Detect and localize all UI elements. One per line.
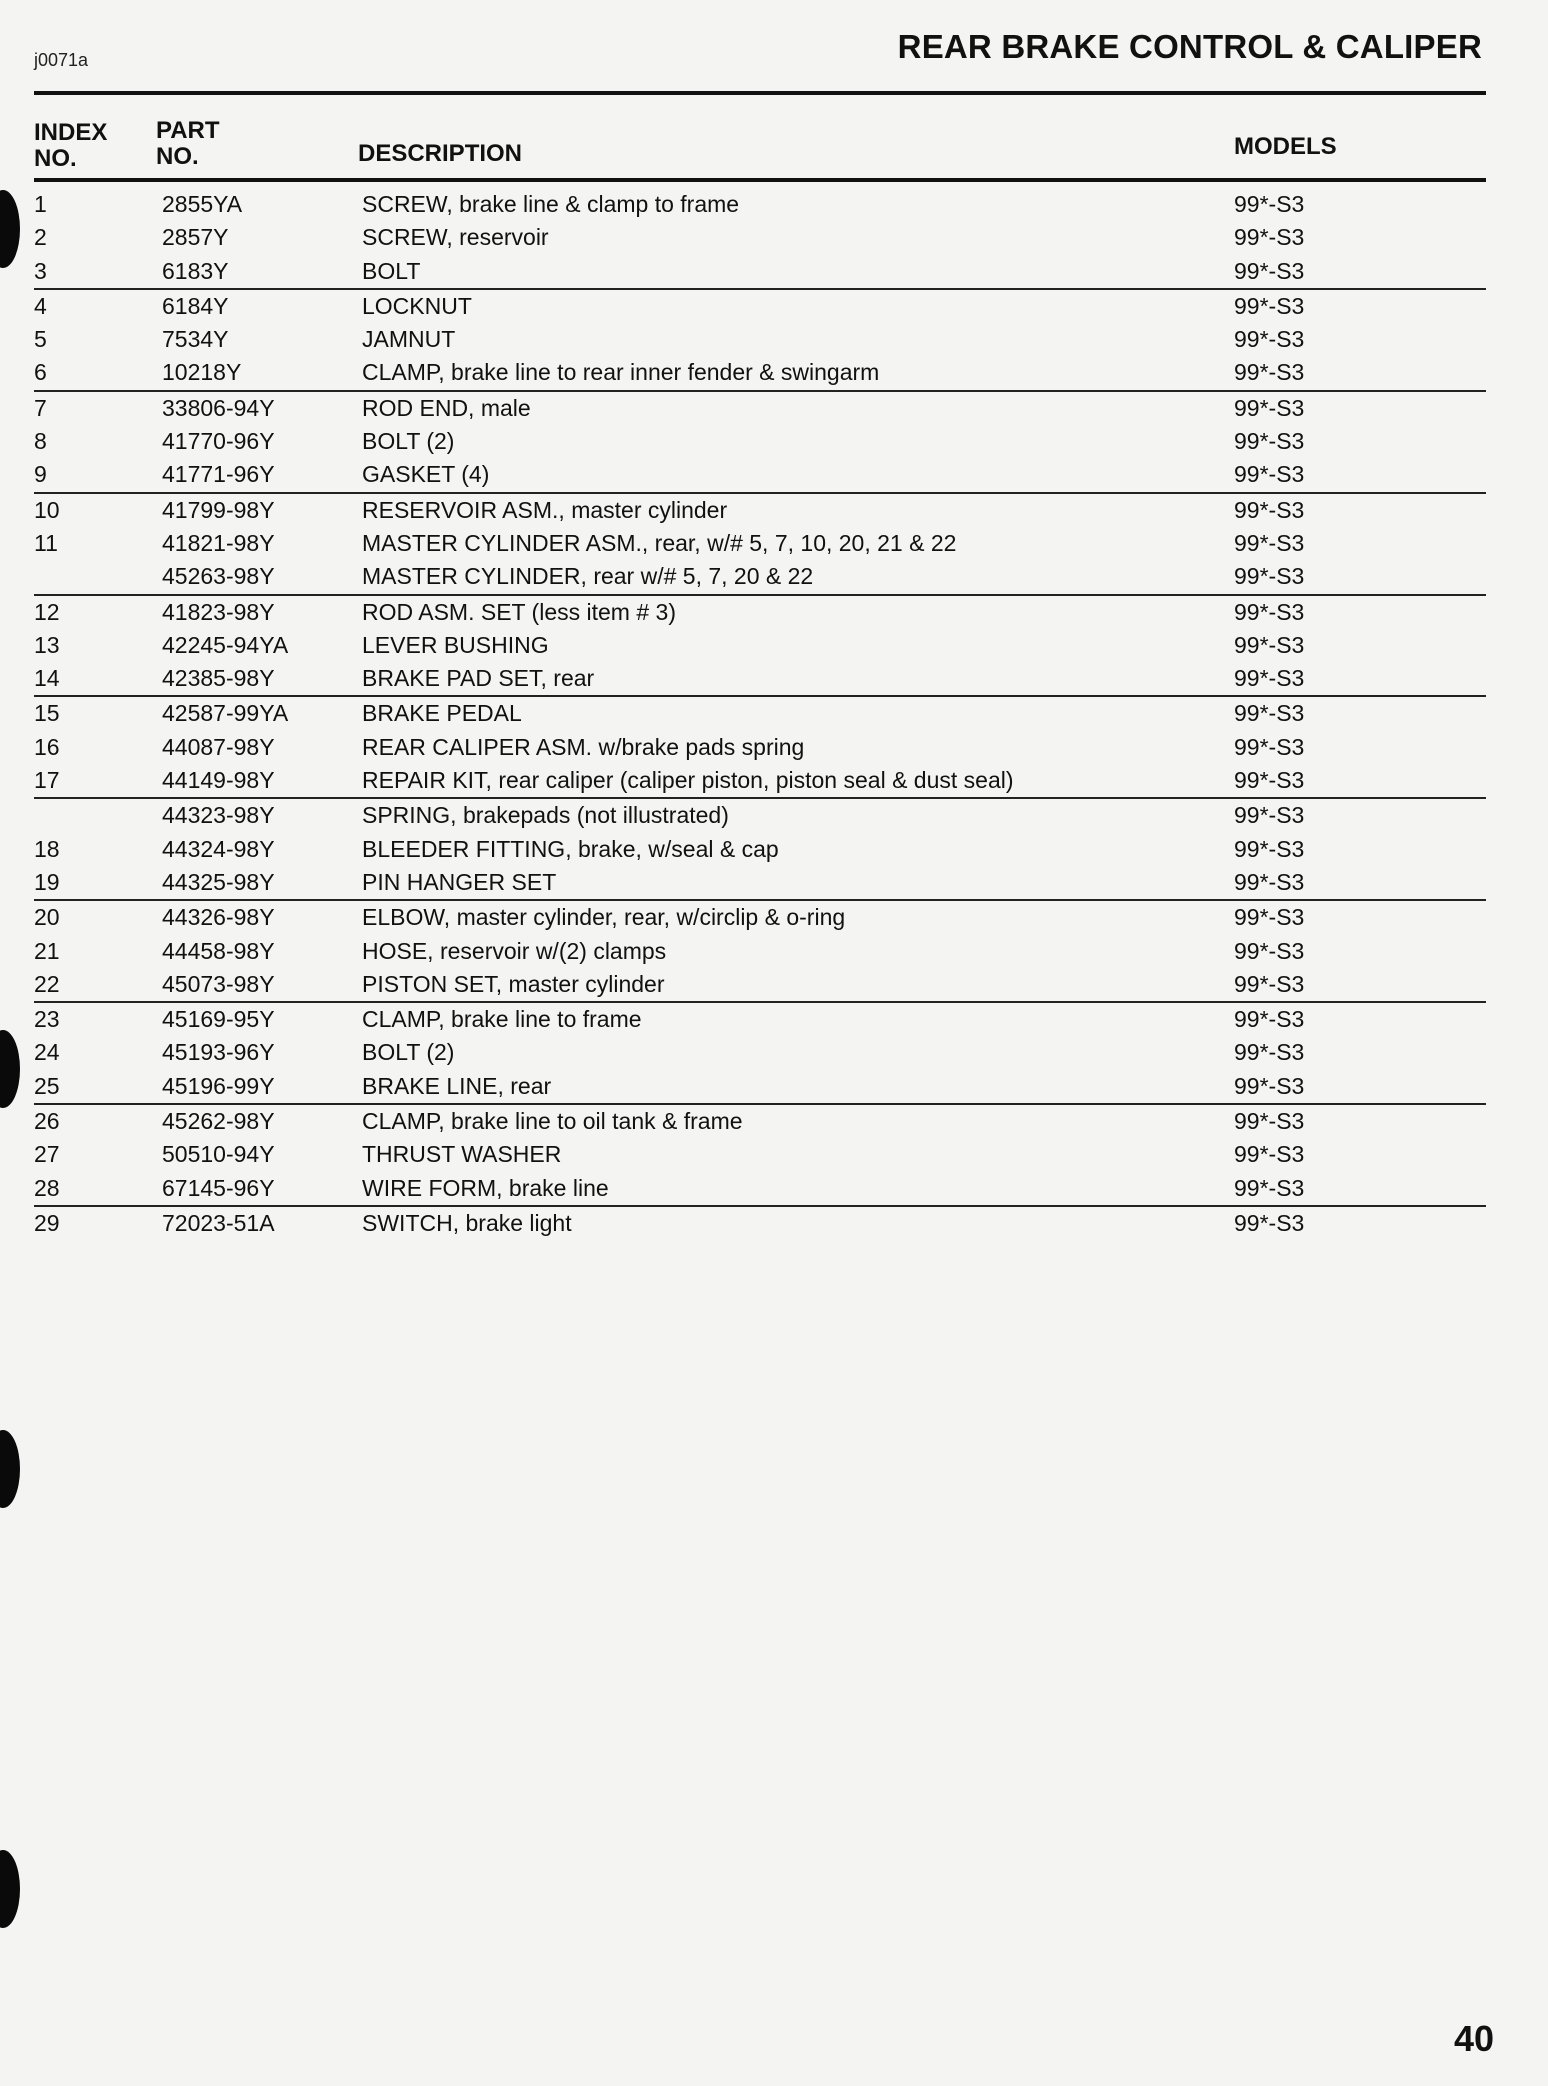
index-cell: 27 [34,1141,60,1168]
description-cell: THRUST WASHER [362,1141,562,1168]
description-cell: SCREW, reservoir [362,224,549,251]
table-row [34,731,1486,764]
description-cell: ROD END, male [362,394,531,421]
page-number: 40 [1453,2018,1494,2059]
table-row [34,425,1486,458]
part-number-cell: 44323-98Y [162,802,275,829]
index-cell: 17 [34,767,60,794]
part-number-cell: 2857Y [162,224,229,251]
part-number-cell: 44324-98Y [162,835,275,862]
models-cell: 99*-S3 [1234,257,1305,284]
parts-table [34,188,1486,1240]
part-number-cell: 41823-98Y [162,598,275,625]
table-row [34,695,1486,730]
part-number-cell: 41821-98Y [162,529,275,556]
part-number-cell: 41770-96Y [162,428,275,455]
part-number-cell: 44087-98Y [162,733,275,760]
index-cell: 14 [34,665,60,692]
models-cell: 99*-S3 [1234,496,1305,523]
index-cell: 4 [34,292,47,319]
table-row [34,560,1486,593]
description-cell: SCREW, brake line & clamp to frame [362,191,740,217]
index-cell: 25 [34,1072,60,1099]
description-cell: SWITCH, brake light [362,1209,572,1236]
table-row [34,288,1486,323]
models-cell: 99*-S3 [1234,868,1305,895]
models-cell: 99*-S3 [1234,700,1305,727]
description-cell: PISTON SET, master cylinder [362,970,665,997]
table-row [34,1036,1486,1069]
part-number-cell: 42587-99YA [162,700,289,727]
binder-hole [0,190,20,268]
index-cell: 20 [34,904,60,931]
index-cell: 24 [34,1039,60,1066]
description-cell: BRAKE LINE, rear [362,1072,552,1099]
description-cell: ROD ASM. SET (less item # 3) [362,598,676,625]
description-cell: JAMNUT [362,326,456,353]
description-cell: BRAKE PEDAL [362,700,522,727]
index-cell: 6 [34,359,47,386]
column-header-part [156,118,220,170]
table-row [34,255,1486,288]
table-row [34,1103,1486,1138]
part-number-cell: 2855YA [162,191,243,217]
index-cell: 19 [34,868,60,895]
table-row [34,1070,1486,1103]
description-cell: HOSE, reservoir w/(2) clamps [362,937,667,964]
description-cell: BOLT (2) [362,1039,455,1066]
models-cell: 99*-S3 [1234,937,1305,964]
table-row [34,1205,1486,1240]
column-header-part-text: PART NO. [156,117,220,170]
models-cell: 99*-S3 [1234,359,1305,386]
table-row [34,764,1486,797]
binder-hole [0,1850,20,1928]
table-row [34,1001,1486,1036]
table-row [34,323,1486,356]
table-row [34,797,1486,832]
binder-hole [0,1030,20,1108]
description-cell: RESERVOIR ASM., master cylinder [362,496,728,523]
table-row [34,629,1486,662]
part-number-cell: 6183Y [162,257,229,284]
table-row [34,1138,1486,1171]
table-row [34,866,1486,899]
part-number-cell: 45193-96Y [162,1039,275,1066]
description-cell: CLAMP, brake line to rear inner fender & swingarm [362,359,880,386]
part-number-cell: 67145-96Y [162,1174,275,1201]
table-row [34,356,1486,389]
part-number-cell: 45169-95Y [162,1006,275,1033]
description-cell: REAR CALIPER ASM. w/brake pads spring [362,733,805,760]
models-cell: 99*-S3 [1234,835,1305,862]
models-cell: 99*-S3 [1234,461,1305,488]
models-cell: 99*-S3 [1234,292,1305,319]
index-cell: 29 [34,1209,60,1236]
part-number-cell: 72023-51A [162,1209,275,1236]
index-cell: 15 [34,700,60,727]
description-cell: CLAMP, brake line to oil tank & frame [362,1108,743,1135]
models-cell: 99*-S3 [1234,767,1305,794]
models-cell: 99*-S3 [1234,326,1305,353]
part-number-cell: 10218Y [162,359,242,386]
table-row [34,458,1486,491]
models-cell: 99*-S3 [1234,1209,1305,1236]
models-cell: 99*-S3 [1234,1108,1305,1135]
part-number-cell: 42245-94YA [162,631,289,658]
table-row [34,492,1486,527]
index-cell: 9 [34,461,47,488]
part-number-cell: 45263-98Y [162,563,275,590]
table-row [34,221,1486,254]
table-row [34,899,1486,934]
table-row [34,968,1486,1001]
index-cell: 8 [34,428,47,455]
models-cell: 99*-S3 [1234,1039,1305,1066]
index-cell: 1 [34,191,47,217]
description-cell: ELBOW, master cylinder, rear, w/circlip & o-ring [362,904,846,931]
index-cell: 28 [34,1174,60,1201]
description-cell: BOLT [362,257,421,284]
models-cell: 99*-S3 [1234,733,1305,760]
index-cell: 26 [34,1108,60,1135]
description-cell: WIRE FORM, brake line [362,1174,609,1201]
description-cell: MASTER CYLINDER, rear w/# 5, 7, 20 & 22 [362,563,814,590]
index-cell: 13 [34,631,60,658]
table-row [34,935,1486,968]
index-cell: 16 [34,733,60,760]
index-cell: 22 [34,970,60,997]
index-cell: 10 [34,496,60,523]
column-header-index [34,120,107,172]
table-row [34,662,1486,695]
part-number-cell: 41771-96Y [162,461,275,488]
models-cell: 99*-S3 [1234,631,1305,658]
index-cell: 11 [34,529,58,556]
description-cell: REPAIR KIT, rear caliper (caliper piston, piston seal & dust seal) [362,767,1014,794]
index-cell: 2 [34,224,47,251]
description-cell: BOLT (2) [362,428,455,455]
page-title: REAR BRAKE CONTROL & CALIPER [897,28,1482,65]
description-cell: LEVER BUSHING [362,631,549,658]
header-rule [34,178,1486,182]
description-cell: PIN HANGER SET [362,868,557,895]
table-row [34,527,1486,560]
index-cell: 7 [34,394,47,421]
title-rule [34,91,1486,95]
description-cell: BRAKE PAD SET, rear [362,665,595,692]
models-cell: 99*-S3 [1234,394,1305,421]
part-number-cell: 44458-98Y [162,937,275,964]
models-cell: 99*-S3 [1234,224,1305,251]
document-code: j0071a [34,50,89,70]
description-cell: SPRING, brakepads (not illustrated) [362,802,729,829]
models-cell: 99*-S3 [1234,970,1305,997]
index-cell: 5 [34,326,47,353]
table-row [34,594,1486,629]
models-cell: 99*-S3 [1234,529,1305,556]
index-cell: 12 [34,598,60,625]
table-row [34,188,1486,221]
models-cell: 99*-S3 [1234,191,1305,217]
table-row [34,833,1486,866]
part-number-cell: 41799-98Y [162,496,275,523]
table-row [34,390,1486,425]
models-cell: 99*-S3 [1234,1141,1305,1168]
models-cell: 99*-S3 [1234,1174,1305,1201]
index-cell: 18 [34,835,60,862]
models-cell: 99*-S3 [1234,563,1305,590]
models-cell: 99*-S3 [1234,428,1305,455]
index-cell: 3 [34,257,47,284]
part-number-cell: 42385-98Y [162,665,275,692]
models-cell: 99*-S3 [1234,1072,1305,1099]
description-cell: BLEEDER FITTING, brake, w/seal & cap [362,835,779,862]
part-number-cell: 44149-98Y [162,767,275,794]
part-number-cell: 45073-98Y [162,970,275,997]
table-row [34,1172,1486,1205]
binder-hole [0,1430,20,1508]
description-cell: MASTER CYLINDER ASM., rear, w/# 5, 7, 10, 20, 21 & 22 [362,529,957,556]
models-cell: 99*-S3 [1234,665,1305,692]
description-cell: CLAMP, brake line to frame [362,1006,642,1033]
description-cell: LOCKNUT [362,292,472,319]
models-cell: 99*-S3 [1234,598,1305,625]
models-cell: 99*-S3 [1234,904,1305,931]
models-cell: 99*-S3 [1234,1006,1305,1033]
part-number-cell: 44326-98Y [162,904,275,931]
description-cell: GASKET (4) [362,461,490,488]
part-number-cell: 50510-94Y [162,1141,275,1168]
part-number-cell: 45196-99Y [162,1072,275,1099]
part-number-cell: 45262-98Y [162,1108,275,1135]
index-cell: 21 [34,937,60,964]
models-cell: 99*-S3 [1234,802,1305,829]
part-number-cell: 33806-94Y [162,394,275,421]
part-number-cell: 7534Y [162,326,229,353]
part-number-cell: 6184Y [162,292,229,319]
index-cell: 23 [34,1006,60,1033]
part-number-cell: 44325-98Y [162,868,275,895]
column-header-models: MODELS [1234,133,1337,160]
column-header-description: DESCRIPTION [358,140,523,167]
column-header-index-text: INDEX NO. [34,119,108,172]
